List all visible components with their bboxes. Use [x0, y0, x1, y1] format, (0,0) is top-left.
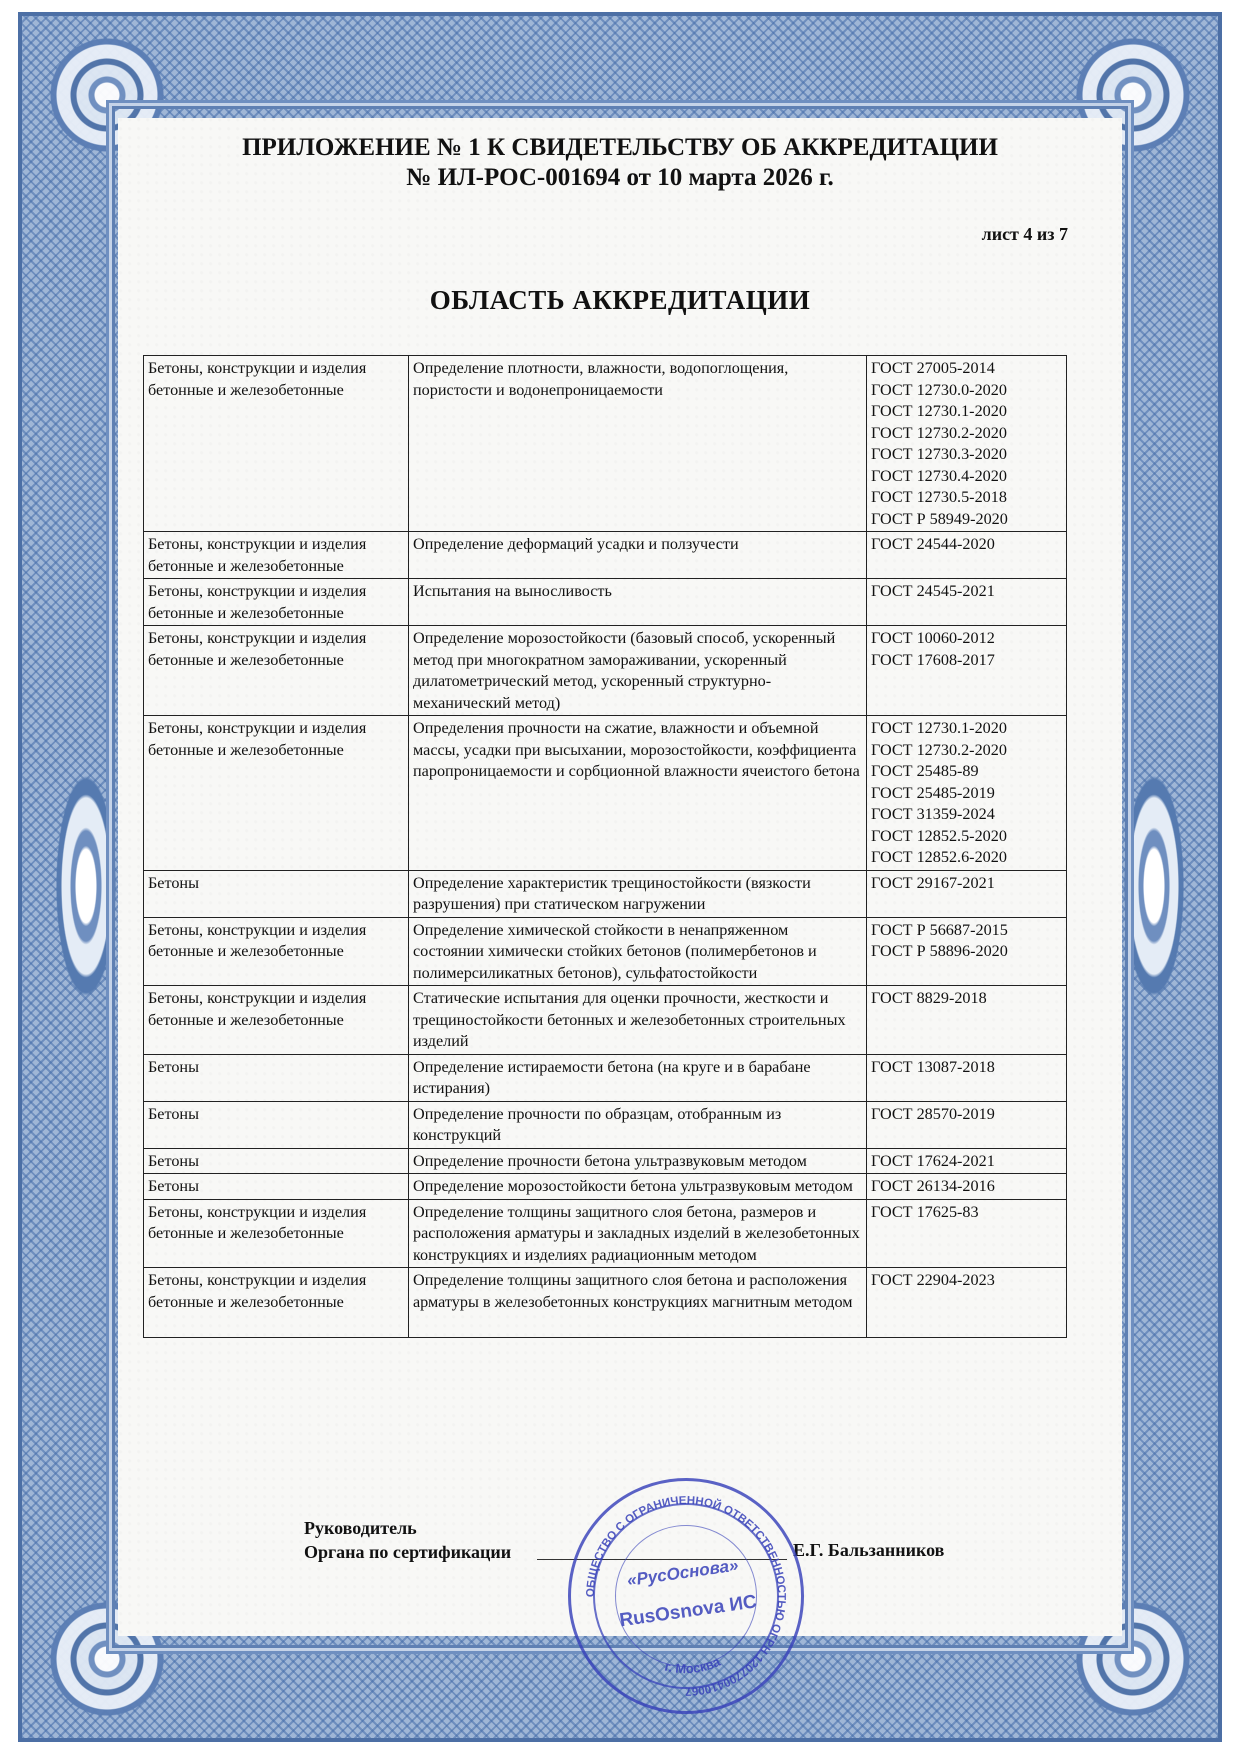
table-row — [144, 532, 1067, 579]
standard-reference: ГОСТ 12730.3-2020 — [871, 445, 1007, 463]
standard-reference: ГОСТ 13087-2018 — [871, 1057, 995, 1076]
document-title: ПРИЛОЖЕНИЕ № 1 К СВИДЕТЕЛЬСТВУ ОБ АККРЕДИТАЦИИ — [242, 134, 998, 161]
standard-reference: ГОСТ 12730.0-2020 — [871, 380, 1007, 399]
signatory-role-line1: Руководитель — [304, 1518, 417, 1538]
signatory-name: Е.Г. Бальзанников — [793, 1540, 945, 1560]
standards-cell — [867, 626, 1067, 716]
svg-text:г. Москва — [661, 1651, 723, 1680]
table-row — [144, 356, 1067, 532]
test-object-cell: Бетоны, конструкции и изделия бетонные и железобетонные — [144, 532, 409, 579]
standard-reference: ГОСТ 12730.2-2020 — [871, 740, 1007, 759]
test-object-cell: Бетоны, конструкции и изделия бетонные и железобетонные — [144, 626, 409, 716]
table-row — [144, 1101, 1067, 1148]
standards-cell — [867, 986, 1067, 1055]
table-row — [144, 870, 1067, 917]
accreditation-scope-table — [143, 355, 1067, 1338]
standard-reference: ГОСТ 12730.1-2020 — [871, 402, 1007, 420]
test-method-cell: Определения прочности на сжатие, влажности и объемной массы, усадки при высыхании, морозостойкости, коэффициента паропроницаемости и сорбционной влажности ячеистого бетона — [409, 716, 867, 871]
standard-reference: ГОСТ 12852.6-2020 — [871, 848, 1007, 866]
test-object-cell: Бетоны, конструкции и изделия бетонные и железобетонные — [144, 986, 409, 1055]
test-object-cell: Бетоны, конструкции и изделия бетонные и железобетонные — [144, 917, 409, 986]
table-row — [144, 1199, 1067, 1268]
standard-reference: ГОСТ 22904-2023 — [871, 1271, 995, 1289]
standards-cell — [867, 1174, 1067, 1200]
standard-reference: ГОСТ 24544-2020 — [871, 535, 995, 553]
standard-reference: ГОСТ 25485-89 — [871, 762, 979, 780]
standards-cell — [867, 356, 1067, 532]
test-method-cell: Определение прочности по образцам, отобранным из конструкций — [409, 1101, 867, 1148]
side-ornament — [1124, 776, 1184, 996]
test-object-cell: Бетоны — [144, 1101, 409, 1148]
test-object-cell: Бетоны, конструкции и изделия бетонные и железобетонные — [144, 1199, 409, 1268]
table-row — [144, 917, 1067, 986]
table-row — [144, 1268, 1067, 1338]
test-method-cell: Статические испытания для оценки прочности, жесткости и трещиностойкости бетонных и железобетонных строительных изделий — [409, 986, 867, 1055]
standard-reference: ГОСТ 24545-2021 — [871, 582, 995, 600]
test-method-cell: Определение толщины защитного слоя бетона и расположения арматуры в железобетонных конструкциях магнитным методом — [409, 1268, 867, 1338]
stamp-org-latin: RusOsnova ИС — [618, 1591, 759, 1632]
test-object-cell: Бетоны — [144, 1174, 409, 1200]
standards-cell — [867, 1054, 1067, 1101]
standards-cell — [867, 917, 1067, 986]
test-method-cell: Испытания на выносливость — [409, 579, 867, 626]
test-object-cell: Бетоны, конструкции и изделия бетонные и железобетонные — [144, 579, 409, 626]
test-method-cell: Определение толщины защитного слоя бетона, размеров и расположения арматуры и закладных изделий в железобетонных конструкциях и изделиях радиационным методом — [409, 1199, 867, 1268]
organization-stamp — [553, 1463, 820, 1730]
standards-cell — [867, 1148, 1067, 1174]
signatory-role — [304, 1516, 511, 1564]
standards-cell — [867, 532, 1067, 579]
sheet-number: лист 4 из 7 — [981, 224, 1068, 244]
standard-reference: ГОСТ 12730.5-2018 — [871, 488, 1007, 506]
table-row — [144, 716, 1067, 871]
stamp-city-text: г. Москва — [663, 1653, 723, 1677]
standards-cell — [867, 716, 1067, 871]
standard-reference: ГОСТ 17608-2017 — [871, 650, 995, 669]
standard-reference: ГОСТ 31359-2024 — [871, 805, 995, 823]
standard-reference: ГОСТ 17625-83 — [871, 1202, 979, 1221]
standard-reference: ГОСТ 28570-2019 — [871, 1104, 995, 1123]
test-object-cell: Бетоны — [144, 870, 409, 917]
standard-reference: ГОСТ 26134-2016 — [871, 1177, 995, 1195]
standard-reference: ГОСТ 12852.5-2020 — [871, 826, 1007, 845]
test-method-cell: Определение истираемости бетона (на круге и в барабане истирания) — [409, 1054, 867, 1101]
standards-cell — [867, 1101, 1067, 1148]
standard-reference: ГОСТ 10060-2012 — [871, 629, 995, 647]
standards-cell — [867, 1268, 1067, 1338]
table-row — [144, 579, 1067, 626]
test-object-cell: Бетоны, конструкции и изделия бетонные и железобетонные — [144, 356, 409, 532]
table-row — [144, 626, 1067, 716]
test-method-cell: Определение морозостойкости бетона ультразвуковым методом — [409, 1174, 867, 1200]
standards-cell — [867, 579, 1067, 626]
standard-reference: ГОСТ 17624-2021 — [871, 1151, 995, 1170]
table-row — [144, 986, 1067, 1055]
standard-reference: ГОСТ 29167-2021 — [871, 873, 995, 892]
test-object-cell: Бетоны, конструкции и изделия бетонные и железобетонные — [144, 1268, 409, 1338]
side-ornament — [56, 776, 116, 996]
test-method-cell: Определение плотности, влажности, водопоглощения, пористости и водонепроницаемости — [409, 356, 867, 532]
standards-cell — [867, 1199, 1067, 1268]
test-method-cell: Определение морозостойкости (базовый способ, ускоренный метод при многократном замораживании, ускоренный дилатометрический метод, ускоренный структурно-механический метод) — [409, 626, 867, 716]
test-method-cell: Определение химической стойкости в ненапряженном состоянии химически стойких бетонов (полимербетонов и полимерсиликатных бетонов), сульфатостойкости — [409, 917, 867, 986]
signatory-role-line2: Органа по сертификации — [304, 1542, 512, 1562]
table-row — [144, 1148, 1067, 1174]
standard-reference: ГОСТ 8829-2018 — [871, 989, 987, 1007]
standard-reference: ГОСТ 12730.2-2020 — [871, 423, 1007, 442]
stamp-outer-text: ОБЩЕСТВО С ОГРАНИЧЕННОЙ ОТВЕТСТВЕННОСТЬЮ ОГРН 1207700410067 — [584, 1494, 788, 1698]
stamp-org-name: «РусОснова» — [625, 1555, 740, 1590]
test-method-cell: Определение прочности бетона ультразвуковым методом — [409, 1148, 867, 1174]
standard-reference: ГОСТ 12730.4-2020 — [871, 466, 1007, 485]
test-object-cell: Бетоны, конструкции и изделия бетонные и железобетонные — [144, 716, 409, 871]
test-object-cell: Бетоны — [144, 1054, 409, 1101]
table-row — [144, 1054, 1067, 1101]
section-title: ОБЛАСТЬ АККРЕДИТАЦИИ — [429, 285, 811, 315]
test-method-cell: Определение деформаций усадки и ползучести — [409, 532, 867, 579]
table-row — [144, 1174, 1067, 1200]
standard-reference: ГОСТ Р 56687-2015 — [871, 920, 1008, 939]
standard-reference: ГОСТ 25485-2019 — [871, 783, 995, 802]
standard-reference: ГОСТ Р 58896-2020 — [871, 942, 1008, 960]
test-object-cell: Бетоны — [144, 1148, 409, 1174]
standard-reference: ГОСТ Р 58949-2020 — [871, 509, 1008, 528]
standard-reference: ГОСТ 27005-2014 — [871, 359, 995, 377]
certificate-number: № ИЛ-РОС-001694 от 10 марта 2026 г. — [406, 164, 834, 191]
standard-reference: ГОСТ 12730.1-2020 — [871, 719, 1007, 737]
test-method-cell: Определение характеристик трещиностойкости (вязкости разрушения) при статическом нагружении — [409, 870, 867, 917]
standards-cell — [867, 870, 1067, 917]
